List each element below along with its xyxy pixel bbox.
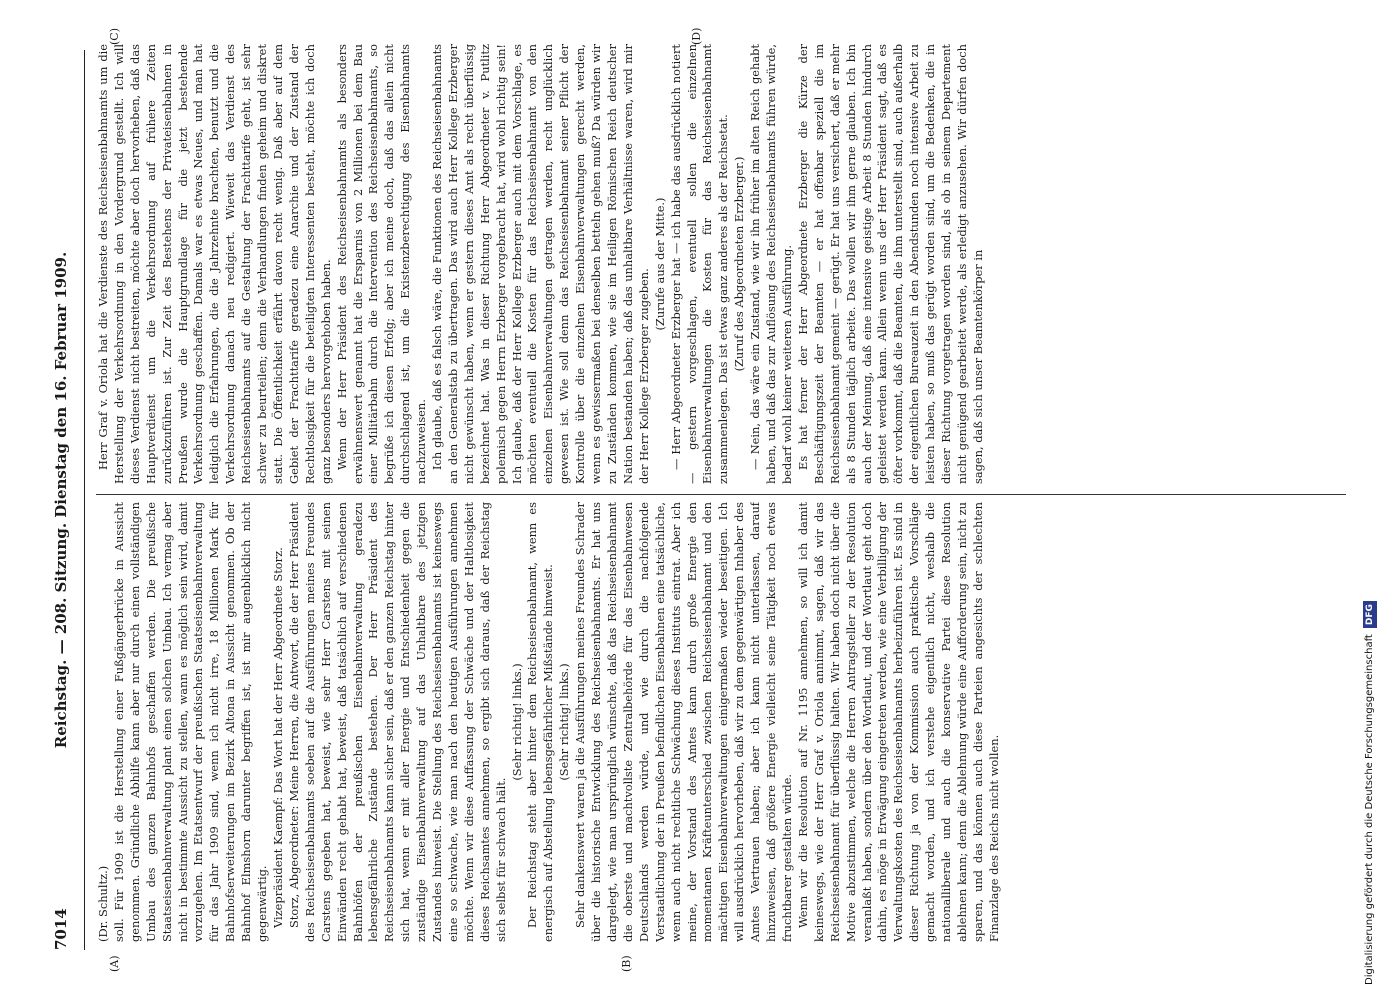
paragraph: soll. Für 1909 ist die Herstellung einer Fußgängerbrücke in Aussicht genommen. Gründliche Abhilfe kann aber nur durch einen vollständigen Umbau des ganzen Bahnhofs geschaffen werden. Die preußische Staatseisenbahnverwaltung plant einen solchen Umbau. Ich vermag aber nicht in bestimmte Aussicht zu stellen, wann es möglich sein wird, damit vorzugehen. Im Etatsentwurf der preußischen Staatseisenbahnverwaltung für das Jahr 1909 sind, wenn ich nicht irre, 18 Millionen Mark für Bahnhofserweiterungen im Bezirk Altona in Aussicht genommen. Ob der Bahnhof Elmshorn darunter begriffen ist, ist mir augenblicklich nicht gegenwärtig. xyxy=(111,502,270,942)
paragraph: (Sehr richtig! links.) xyxy=(509,663,524,781)
paragraph: — Nein, das wäre ein Zustand, wie wir ihn früher im alten Reich gehabt haben, und daß das zur Auflösung des Reichseisenbahnamts führen würde, bedarf wohl keiner weiteren Ausführung. xyxy=(748,44,794,484)
header-rule xyxy=(84,50,85,950)
paragraph: Storz, Abgeordneter: Meine Herren, die Antwort, die der Herr Präsident des Reichseisenbahnamts soeben auf die Ausführungen meines Freundes Carstens gegeben hat, beweist, wie sehr Herr Carstens mit seinen Einwänden recht gehabt hat, beweist, daß tatsächlich auf verschiedenen Bahnhöfen der preußischen Eisenbahnverwaltung geradezu lebensgefährliche Zustände bestehen. Der Herr Präsident des Reichseisenbahnamts kann sicher sein, daß er den ganzen Reichstag hinter sich hat, wenn er mit aller Energie und Entschiedenheit gegen die zuständige Eisenbahnverwaltung auf das Unhaltbare des jetzigen Zustandes hinweist. Die Stellung des Reichseisenbahnamts ist keineswegs eine so schwache, wie man nach den heutigen Ausführungen annehmen möchte. Wenn wir diese Auffassung der Schwäche und der Haltlosigkeit dieses Reichsamtes annehmen, so ergibt sich daraus, daß der Reichstag sich selbst für schwach hält. xyxy=(286,502,508,942)
paragraph: (Zuruf des Abgeordneten Erzberger.) xyxy=(732,156,747,372)
digitization-stamp xyxy=(1355,10,1377,990)
paragraph: Ich glaube, daß es falsch wäre, die Funktionen des Reichseisenbahnamts an den Generalstab zu übertragen. Das wird auch Herr Kollege Erzberger nicht gewünscht haben, wenn er gestern dieses Amt als recht überflüssig bezeichnet hat. Was in dieser Richtung Herr Abgeordneter v. Putlitz polemisch gegen Herrn Erzberger vorgebracht hat, wird wohl richtig sein! Ich glaube, daß der Herr Kollege Erzberger auch mit dem Vorschlage, es möchten eventuell die Kosten für das Reichseisenbahnamt von den einzelnen Eisenbahnverwaltungen getragen werden, recht unglücklich gewesen ist. Wie soll denn das Reichseisenbahnamt seiner Pflicht der Kontrolle über die einzelnen Eisenbahnverwaltungen gerecht werden, wenn es gewissermaßen bei denselben betteln gehen muß? Da würden wir zu Zuständen kommen, wie sie im Heiligen Römischen Reich deutscher Nation bestanden haben; daß das unhaltbare Verhältnisse waren, wird mir der Herr Kollege Erzberger zugeben. xyxy=(430,44,651,484)
stamp-text: Digitalisierung gefördert durch die Deutsche Forschungsgemeinschaft xyxy=(1364,634,1375,985)
right-column xyxy=(96,44,1346,484)
page-number: 7014 xyxy=(52,908,70,950)
column-divider xyxy=(96,494,1346,495)
page-header xyxy=(52,50,78,950)
running-title: Reichstag. — 208. Sitzung. Dienstag den 16. Februar 1909. xyxy=(52,251,70,749)
paragraph: (Zurufe aus der Mitte.) xyxy=(652,197,667,331)
paragraph: Wenn wir die Resolution auf Nr. 1195 annehmen, so will ich damit keineswegs, wie der Herr Graf v. Oriola annimmt, sagen, daß wir das Reichseisenbahnamt für überflüssig halten. Wir haben doch nicht über die Motive abzustimmen, welche die Herren Antragsteller zu der Resolution veranlaßt haben, sondern über den Wortlaut, und der Wortlaut geht doch dahin, es möge in Erwägung eingetreten werden, wie eine Verbilligung der Verwaltungskosten des Reichseisenbahnamts herbeizuführen ist. Es sind in dieser Richtung ja von der Kommission auch praktische Vorschläge gemacht worden, und ich verstehe eigentlich nicht, weshalb die nationalliberale und auch die konservative Partei diese Resolution ablehnen kann; denn die Ablehnung würde eine Aufforderung sein, nicht zu sparen, und das können auch diese Parteien angesichts der schlechten Finanzlage des Reichs nicht wollen. xyxy=(795,502,1001,942)
paragraph: Es hat ferner der Herr Abgeordnete Erzberger die Kürze der Beschäftigungszeit der Beamten — er hat offenbar speziell die im Reichseisenbahnamt gemeint — gerügt. Er hat uns versichert, daß er mehr als 8 Stunden täglich arbeite. Das wollen wir ihm gerne glauben. Ich bin auch der Meinung, daß eine intensive geistige Arbeit 8 Stunden hindurch geleistet werden kann. Allein wenn uns der Herr Präsident sagt, daß es öfter vorkommt, daß die Beamten, die ihm unterstellt sind, auch außerhalb der eigentlichen Bureauzeit in den Abendstunden noch intensive Arbeit zu leisten haben, so muß das gerügt worden sind, um die Bedenken, die in dieser Richtung vorgetragen worden sind, als ob in seinem Departement nicht genügend gearbeitet werde, als erledigt anzusehen. Wir dürfen doch sagen, daß sich unser Beamtenkörper in xyxy=(795,44,985,484)
paragraph: Wenn der Herr Präsident des Reichseisenbahnamts als besonders erwähnenswert genannt hat die Ersparnis von 2 Millionen bei dem Bau einer Militärbahn durch die Intervention des Reichseisenbahnamts, so begrüße ich diesen Erfolg; aber ich meine doch, daß das allein nicht durchschlagend ist, um die Existenzberechtigung des Eisenbahnamts nachzuweisen. xyxy=(334,44,429,484)
paragraph: Sehr dankenswert waren ja die Ausführungen meines Freundes Schrader über die historische Entwicklung des Reichseisenbahnamts. Er hat uns dargelegt, wie man ursprünglich wünschte, daß das Reichseisenbahnamt die oberste und machtvollste Zentralbehörde für das Eisenbahnwesen Deutschlands werden würde, und wie durch die nachfolgende Verstaatlichung der in Preußen befindlichen Eisenbahnen eine tatsächliche, wenn auch nicht rechtliche Schwächung dieses Instituts eintrat. Aber ich meine, der Vorstand des Amtes kann durch große Energie den momentanen Kräfteunterschied zwischen Reichseisenbahnamt und den mächtigen Eisenbahnverwaltungen einigermaßen wieder beseitigen. Ich will ausdrücklich hervorheben, daß wir zu dem gegenwärtigen Inhaber des Amtes Vertrauen haben; aber ich kann nicht unterlassen, darauf hinzuweisen, daß größere Energie vielleicht seine Tätigkeit noch etwas fruchtbarer gestalten würde. xyxy=(573,502,794,942)
paragraph: — Herr Abgeordneter Erzberger hat — ich habe das ausdrücklich notiert — gestern vorgeschlagen, eventuell sollen die einzelnen Eisenbahnverwaltungen die Kosten für das Reichseisenbahnamt zusammenlegen. Das ist etwas ganz anderes als der Reichsetat. xyxy=(668,44,731,484)
margin-letter-a: (A) xyxy=(108,955,121,972)
margin-letter-d: (D) xyxy=(690,27,703,45)
paragraph: Der Reichstag steht aber hinter dem Reichseisenbahnamt, wenn es energisch auf Abstellung lebensgefährlicher Mißstände hinweist. xyxy=(525,502,556,942)
margin-letter-b: (B) xyxy=(620,955,633,972)
margin-letter-c: (C) xyxy=(108,28,121,45)
paragraph: Herr Graf v. Oriola hat die Verdienste des Reichseisenbahnamts um die Herstellung der Verkehrsordnung in den Vordergrund gestellt. Ich will dieses Verdienst nicht bestreiten, möchte aber doch hervorheben, daß das Hauptverdienst um die Verkehrsordnung auf frühere Zeiten zurückzuführen ist. Zur Zeit des Bestehens der Privateisenbahnen in Preußen wurde die Hauptgrundlage für die jetzt bestehende Verkehrsordnung geschaffen. Damals war es etwas Neues, und man hat lediglich die Erfahrungen, die die Jahrzehnte brachten, benutzt und die Verkehrsordnung danach neu redigiert. Wieweit das Verdienst des Reichseisenbahnamts auf die Gestaltung der Frachttarife geht, ist sehr schwer zu beurteilen; denn die Verhandlungen finden geheim und diskret statt. Die Öffentlichkeit erfährt davon recht wenig. Daß aber auf dem Gebiet der Frachttarife geradezu eine Anarchie und der Zustand der Rechtlosigkeit für die beteiligten Interessenten besteht, möchte ich doch ganz besonders hervorgehoben haben. xyxy=(96,44,333,484)
paragraph: (Sehr richtig! links.) xyxy=(557,663,572,781)
left-column xyxy=(96,502,1346,942)
paragraph: Vizepräsident Kaempf: Das Wort hat der Herr Abgeordnete Storz. xyxy=(270,547,285,928)
paragraph: (Dr. Schultz.) xyxy=(96,865,110,942)
dfg-logo: DFG xyxy=(1363,601,1377,628)
